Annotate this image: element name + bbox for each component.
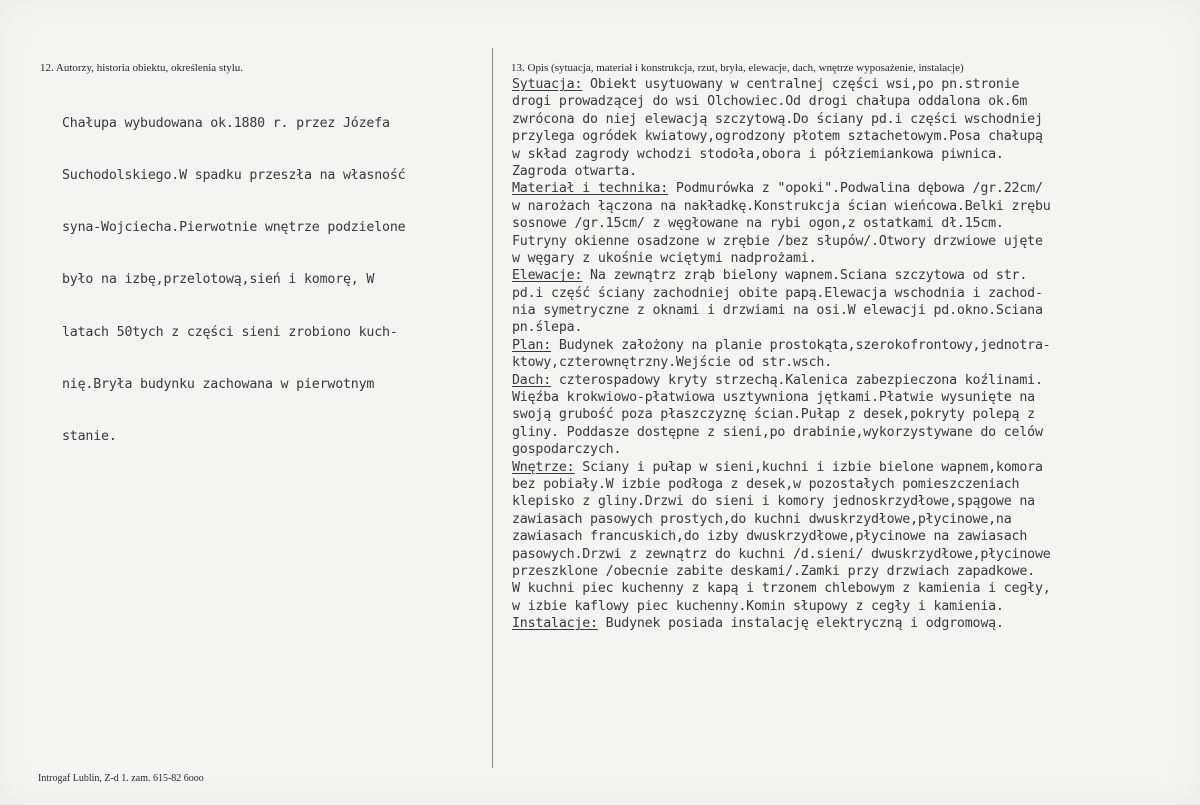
line-text: pasowych.Drzwi z zewnątrz do kuchni /d.sieni/ dwuskrzydłowe,płycinowe — [512, 546, 1051, 562]
section-13-line — [512, 128, 1051, 145]
line-text: swoją grubość poza płaszczyznę ścian.Pułap z desek,pokryty polepą z — [512, 407, 1035, 423]
section-13-line — [512, 180, 1051, 197]
section-13-text — [512, 76, 1051, 633]
section-13-line — [512, 441, 1051, 458]
line-text: Obiekt usytuowany w centralnej części wsi,po pn.stronie — [582, 77, 1020, 92]
line-text: Budynek posiada instalację elektryczną i odgromową. — [597, 616, 1004, 632]
section-13-line — [512, 319, 1051, 336]
line-text: klepisko z gliny.Drzwi do sieni i komory jednoskrzydłowe,spągowe na — [512, 494, 1035, 510]
line-text: Futryny okienne osadzone w zrębie /bez słupów/.Otwory drzwiowe ujęte — [512, 233, 1043, 249]
line-text: przylega ogródek kwiatowy,ogrodzony płotem sztachetowym.Posa chałupą — [512, 129, 1043, 145]
printer-imprint: Introgaf Lublin, Z-d 1. zam. 615-82 6ooo — [38, 773, 204, 784]
line-text: drogi prowadzącej do wsi Olchowiec.Od drogi chałupa oddalona ok.6m — [512, 94, 1028, 110]
section-13-line — [512, 337, 1051, 354]
section-12-heading: 12. Autorzy, historia obiektu, określenia stylu. — [40, 62, 244, 74]
section-13-line — [512, 476, 1051, 493]
line-text: zawiasach pasowych prostych,do kuchni dwuskrzydłowe,płycinowe,na — [512, 511, 1012, 527]
line-text: Zagroda otwarta. — [512, 163, 637, 179]
column-divider — [492, 48, 493, 768]
line-text: pn.ślepa. — [512, 320, 583, 336]
line-text: Podmurówka z "opoki".Podwalina dębowa /gr.22cm/ — [668, 181, 1043, 197]
section-13-heading: 13. Opis (sytuacja, materiał i konstrukcja, rzut, bryła, elewacje, dach, wnętrze wyposażenie, instalacje) — [511, 62, 964, 74]
subsection-label: Instalacje: — [512, 616, 598, 632]
section-13-line — [512, 598, 1051, 615]
section-13-line — [512, 93, 1051, 110]
subsection-label: Materiał i technika: — [512, 181, 669, 197]
line-text: pd.i część ściany zachodniej obite papą.Elewacja wschodnia i zachod- — [512, 285, 1043, 301]
section-13-line — [512, 389, 1051, 406]
line-text: w węgary z ukośnie wciętymi nadprożami. — [512, 250, 817, 266]
section-13-line — [512, 459, 1051, 476]
section-13-line — [512, 163, 1051, 180]
line-text: przeszklone /obecnie zabite deskami/.Zamki przy drzwiach zapadkowe. — [512, 563, 1035, 579]
line-text: Na zewnątrz zrąb bielony wapnem.Sciana szczytowa od str. — [582, 268, 1028, 284]
subsection-label: Wnętrze: — [512, 459, 575, 475]
line-text: w narożach łączona na nakładkę.Konstrukcja ścian wieńcowa.Belki zrębu — [512, 198, 1051, 214]
section-13-line — [512, 615, 1051, 632]
section-13-line — [512, 546, 1051, 563]
section-13-line — [512, 285, 1051, 302]
line-text: w izbie kaflowy piec kuchenny.Komin słupowy z cegły i kamienia. — [512, 598, 1004, 614]
line-text: czterospadowy kryty strzechą.Kalenica zabezpieczona koźlinami. — [551, 372, 1043, 388]
section-13-line — [512, 76, 1051, 93]
section-13-line — [512, 406, 1051, 423]
line-text: Sciany i pułap w sieni,kuchni i izbie bielone wapnem,komora — [574, 459, 1043, 475]
line-text: ktowy,czterownętrzny.Wejście od str.wsch. — [512, 355, 833, 371]
section-13-line — [512, 198, 1051, 215]
section-13-line — [512, 424, 1051, 441]
line-text: zwrócona do niej elewacją szczytową.Do ściany pd.i części wschodniej — [512, 111, 1043, 127]
section-13-line — [512, 493, 1051, 510]
line-text: sosnowe /gr.15cm/ z węgłowane na rybi ogon,z ostatkami dł.15cm. — [512, 216, 1004, 232]
section-12-line: latach 50tych z części sieni zrobiono kuch- — [62, 324, 398, 340]
section-12-line: syna-Wojciecha.Pierwotnie wnętrze podzielone — [62, 220, 406, 236]
line-text: nia symetryczne z oknami i drzwiami na osi.W elewacji pd.okno.Sciana — [512, 303, 1043, 319]
section-13-line — [512, 354, 1051, 371]
section-13-line — [512, 111, 1051, 128]
section-13-line — [512, 233, 1051, 250]
line-text: w skład zagrody wchodzi stodoła,obora i półziemiankowa piwnica. — [512, 146, 1004, 162]
section-13-line — [512, 511, 1051, 528]
section-12-line: stanie. — [62, 429, 117, 445]
section-13-line — [512, 146, 1051, 163]
section-12-line: Chałupa wybudowana ok.1880 r. przez Józefa — [62, 115, 390, 131]
section-12-text — [62, 80, 405, 480]
section-13-line — [512, 372, 1051, 389]
section-13-line — [512, 215, 1051, 232]
line-text: gospodarczych. — [512, 442, 622, 458]
section-13-line — [512, 250, 1051, 267]
line-text: W kuchni piec kuchenny z kapą i trzonem chlebowym z kamienia i cegły, — [512, 581, 1051, 597]
subsection-label: Plan: — [512, 337, 552, 353]
section-12-line: Suchodolskiego.W spadku przeszła na własność — [62, 168, 406, 184]
line-text: Więźba krokwiowo-płatwiowa usztywniona jętkami.Płatwie wysunięte na — [512, 390, 1035, 406]
line-text: Budynek założony na planie prostokąta,szerokofrontowy,jednotra- — [551, 337, 1051, 353]
section-13-line — [512, 580, 1051, 597]
section-13-line — [512, 302, 1051, 319]
section-13-line — [512, 528, 1051, 545]
line-text: gliny. Poddasze dostępne z sieni,po drabinie,wykorzystywane do celów — [512, 424, 1043, 440]
subsection-label: Dach: — [512, 372, 552, 388]
section-13-line — [512, 267, 1051, 284]
section-12-line: nię.Bryła budynku zachowana w pierwotnym — [62, 376, 375, 392]
section-13-line — [512, 563, 1051, 580]
line-text: bez pobiały.W izbie podłoga z desek,w pozostałych pomieszczeniach — [512, 476, 1020, 492]
subsection-label: Elewacje: — [512, 268, 583, 284]
line-text: zawiasach francuskich,do izby dwuskrzydłowe,płycinowe na zawiasach — [512, 529, 1028, 545]
subsection-label: Sytuacja: — [512, 77, 583, 92]
section-12-line: było na izbę,przelotową,sień i komorę, W — [62, 272, 375, 288]
